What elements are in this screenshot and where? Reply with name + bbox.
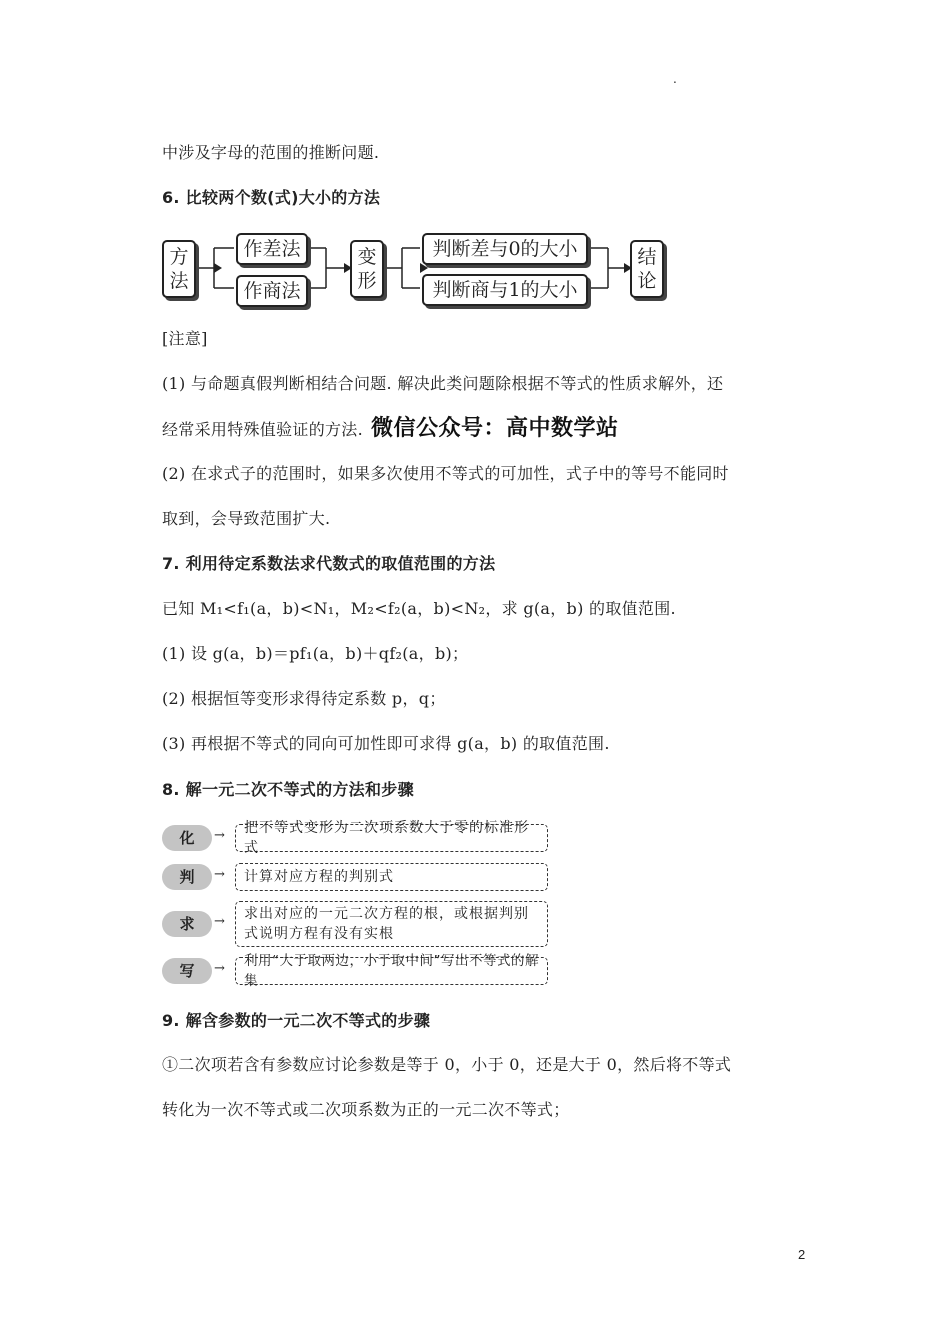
difference-method-label: 作差法 [243,238,301,260]
step-arrow-icon: → [214,914,225,929]
header-mark: . [673,72,677,86]
section-9-item-1-line-1: ①二次项若含有参数应讨论参数是等于 0，小于 0，还是大于 0，然后将不等式 [162,1055,732,1074]
step-text-pan: 计算对应方程的判别式 [244,869,394,885]
transform-box [350,240,384,298]
quotient-method-box [236,275,308,307]
judge-difference-box [422,233,588,265]
note-2-line-1: (2) 在求式子的范围时，如果多次使用不等式的可加性，式子中的等号不能同时 [162,464,729,483]
section-6-title: 6. 比较两个数(式)大小的方法 [162,188,381,207]
note-1-text: 经常采用特殊值验证的方法. [162,420,363,439]
note-label: [注意] [162,329,208,348]
method-label: 方法 [169,246,189,292]
note-1-line-1: (1) 与命题真假判断相结合问题. 解决此类问题除根据不等式的性质求解外，还 [162,374,724,393]
section-7-step-2: (2) 根据恒等变形求得待定系数 p，q； [162,689,446,708]
step-pill-hua: 化 [162,825,212,851]
conclusion-label: 结论 [637,246,657,292]
step-arrow-icon: → [214,828,225,843]
difference-method-box [236,233,308,265]
step-pill-pan: 判 [162,864,212,890]
flow-connectors [0,0,950,320]
section-9-title: 9. 解含参数的一元二次不等式的步骤 [162,1011,431,1030]
transform-label: 变形 [357,246,377,292]
step-box-qiu [235,901,548,947]
section-9-item-1-line-2: 转化为一次不等式或二次项系数为正的一元二次不等式； [162,1100,570,1119]
step-text-qiu: 求出对应的一元二次方程的根，或根据判别式说明方程有没有实根 [244,906,529,942]
watermark-text: 微信公众号：高中数学站 [371,416,619,441]
method-box [162,240,196,298]
step-box-xie [235,953,548,989]
step-arrow-icon: → [214,867,225,882]
note-1-line-2 [162,418,619,441]
section-7-given: 已知 M₁<f₁(a，b)<N₁，M₂<f₂(a，b)<N₂，求 g(a，b) 的取值范围. [162,599,676,618]
quotient-method-label: 作商法 [243,280,301,302]
section-7-step-1: (1) 设 g(a，b)＝pf₁(a，b)＋qf₂(a，b)； [162,644,469,663]
page-number: 2 [798,1247,806,1262]
note-2-line-2: 取到，会导致范围扩大. [162,509,331,528]
step-text-xie: 利用“大于取两边，小于取中间”写出不等式的解集 [244,953,539,989]
section-8-title: 8. 解一元二次不等式的方法和步骤 [162,780,414,799]
step-text-hua: 把不等式变形为二次项系数大于零的标准形式 [244,820,529,856]
step-pill-xie: 写 [162,958,212,984]
intro-tail: 中涉及字母的范围的推断问题. [162,143,380,162]
section-7-title: 7. 利用待定系数法求代数式的取值范围的方法 [162,554,496,573]
step-box-pan [235,863,548,891]
conclusion-box [630,240,664,298]
judge-quotient-label: 判断商与1的大小 [432,279,578,301]
step-box-hua [235,820,548,856]
step-pill-qiu: 求 [162,911,212,937]
judge-difference-label: 判断差与0的大小 [432,238,578,260]
step-arrow-icon: → [214,961,225,976]
section-7-step-3: (3) 再根据不等式的同向可加性即可求得 g(a，b) 的取值范围. [162,734,610,753]
judge-quotient-box [422,274,588,306]
